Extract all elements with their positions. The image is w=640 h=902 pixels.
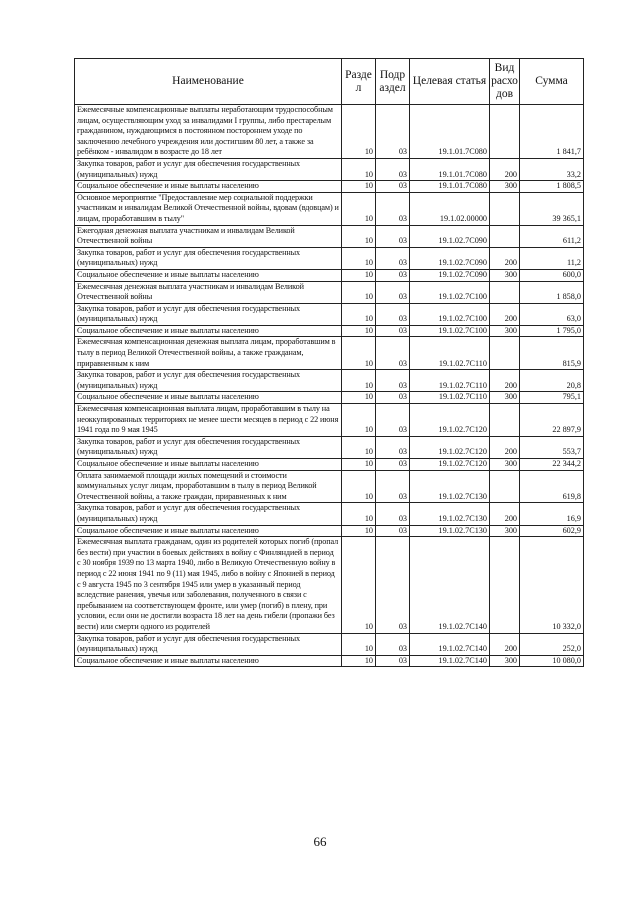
cell-name: Социальное обеспечение и иные выплаты населению xyxy=(75,655,342,667)
cell-subsection: 03 xyxy=(376,633,410,655)
cell-expense-type: 300 xyxy=(490,459,520,471)
cell-expense-type xyxy=(490,281,520,303)
cell-target: 19.1.02.7С090 xyxy=(410,225,490,247)
cell-subsection: 03 xyxy=(376,105,410,159)
cell-section: 10 xyxy=(342,181,376,193)
header-subsection: Подр аздел xyxy=(376,59,410,105)
table-row xyxy=(75,525,584,537)
cell-subsection: 03 xyxy=(376,303,410,325)
cell-subsection: 03 xyxy=(376,392,410,404)
cell-expense-type xyxy=(490,537,520,633)
page-number: 66 xyxy=(313,834,327,849)
cell-section: 10 xyxy=(342,503,376,525)
cell-name: Оплата занимаемой площади жилых помещений и стоимости коммунальных услуг лицам, проработавшим в тылу в период Великой Отечественной войны, а также граждан, приравненных к ним xyxy=(75,470,342,503)
cell-expense-type: 300 xyxy=(490,325,520,337)
table-row xyxy=(75,181,584,193)
cell-target: 19.1.02.7С140 xyxy=(410,537,490,633)
cell-section: 10 xyxy=(342,337,376,370)
cell-target: 19.1.01.7С080 xyxy=(410,181,490,193)
table-row xyxy=(75,303,584,325)
cell-section: 10 xyxy=(342,158,376,180)
cell-section: 10 xyxy=(342,370,376,392)
cell-amount: 10 332,0 xyxy=(520,537,584,633)
cell-subsection: 03 xyxy=(376,158,410,180)
cell-name: Закупка товаров, работ и услуг для обеспечения государственных (муниципальных) нужд xyxy=(75,503,342,525)
cell-expense-type: 300 xyxy=(490,655,520,667)
table-row xyxy=(75,459,584,471)
cell-amount: 33,2 xyxy=(520,158,584,180)
table-row xyxy=(75,337,584,370)
cell-name: Ежемесячная компенсационная денежная выплата лицам, проработавшим в тылу в период Великой Отечественной войны, а также гражданам, приравненным к ним xyxy=(75,337,342,370)
header-target: Целевая статья xyxy=(410,59,490,105)
cell-section: 10 xyxy=(342,281,376,303)
header-section: Разде л xyxy=(342,59,376,105)
table-row xyxy=(75,192,584,225)
cell-subsection: 03 xyxy=(376,436,410,458)
cell-section: 10 xyxy=(342,303,376,325)
cell-name: Закупка товаров, работ и услуг для обеспечения государственных (муниципальных) нужд xyxy=(75,633,342,655)
cell-subsection: 03 xyxy=(376,325,410,337)
cell-name: Закупка товаров, работ и услуг для обеспечения государственных (муниципальных) нужд xyxy=(75,370,342,392)
cell-target: 19.1.02.7С140 xyxy=(410,655,490,667)
table-body xyxy=(75,105,584,667)
cell-amount: 20,8 xyxy=(520,370,584,392)
header-amount: Сумма xyxy=(520,59,584,105)
cell-section: 10 xyxy=(342,537,376,633)
cell-name: Закупка товаров, работ и услуг для обеспечения государственных (муниципальных) нужд xyxy=(75,303,342,325)
cell-subsection: 03 xyxy=(376,537,410,633)
cell-target: 19.1.02.7С100 xyxy=(410,325,490,337)
cell-expense-type: 300 xyxy=(490,392,520,404)
cell-name: Закупка товаров, работ и услуг для обеспечения государственных (муниципальных) нужд xyxy=(75,436,342,458)
cell-section: 10 xyxy=(342,325,376,337)
table-row xyxy=(75,503,584,525)
table-row xyxy=(75,537,584,633)
cell-name: Ежемесячная компенсационная выплата лицам, проработавшим в тылу на неоккупированных территориях не менее шести месяцев в период с 22 июня 1941 года по 9 мая 1945 xyxy=(75,404,342,437)
cell-amount: 16,9 xyxy=(520,503,584,525)
cell-section: 10 xyxy=(342,105,376,159)
table-header-row xyxy=(75,59,584,105)
cell-expense-type xyxy=(490,470,520,503)
cell-expense-type: 200 xyxy=(490,247,520,269)
cell-name: Ежегодная денежная выплата участникам и инвалидам Великой Отечественной войны xyxy=(75,225,342,247)
cell-name: Социальное обеспечение и иные выплаты населению xyxy=(75,525,342,537)
header-expense-type: Вид расхо дов xyxy=(490,59,520,105)
cell-target: 19.1.01.7С080 xyxy=(410,158,490,180)
cell-name: Закупка товаров, работ и услуг для обеспечения государственных (муниципальных) нужд xyxy=(75,247,342,269)
cell-expense-type xyxy=(490,225,520,247)
cell-subsection: 03 xyxy=(376,370,410,392)
table-row xyxy=(75,370,584,392)
cell-subsection: 03 xyxy=(376,192,410,225)
cell-target: 19.1.01.7С080 xyxy=(410,105,490,159)
cell-name: Закупка товаров, работ и услуг для обеспечения государственных (муниципальных) нужд xyxy=(75,158,342,180)
table-row xyxy=(75,281,584,303)
cell-amount: 63,0 xyxy=(520,303,584,325)
cell-amount: 1 858,0 xyxy=(520,281,584,303)
cell-name: Основное мероприятие "Предоставление мер социальной поддержки участникам и инвалидам Великой Отечественной войны, вдовам (вдовцам) и лицам, проработавшим в тылу" xyxy=(75,192,342,225)
cell-expense-type xyxy=(490,404,520,437)
cell-subsection: 03 xyxy=(376,655,410,667)
table-row xyxy=(75,436,584,458)
cell-subsection: 03 xyxy=(376,404,410,437)
cell-amount: 795,1 xyxy=(520,392,584,404)
cell-amount: 22 897,9 xyxy=(520,404,584,437)
cell-amount: 815,9 xyxy=(520,337,584,370)
cell-amount: 39 365,1 xyxy=(520,192,584,225)
header-name: Наименование xyxy=(75,59,342,105)
cell-name: Ежемесячные компенсационные выплаты неработающим трудоспособным лицам, осуществляющим уход за инвалидами I группы, либо престарелым гражданином, нуждающимся в постоянном постороннем уходе по заключению лечебного учреждения или достигшим 80 лет, а также за ребёнком - инвалидом в возрасте до 18 лет xyxy=(75,105,342,159)
cell-target: 19.1.02.7С120 xyxy=(410,404,490,437)
cell-name: Социальное обеспечение и иные выплаты населению xyxy=(75,269,342,281)
cell-subsection: 03 xyxy=(376,503,410,525)
table-row xyxy=(75,105,584,159)
cell-expense-type: 300 xyxy=(490,525,520,537)
cell-expense-type: 300 xyxy=(490,181,520,193)
cell-subsection: 03 xyxy=(376,525,410,537)
cell-expense-type xyxy=(490,337,520,370)
cell-target: 19.1.02.00000 xyxy=(410,192,490,225)
table-row xyxy=(75,158,584,180)
cell-expense-type: 200 xyxy=(490,158,520,180)
table-row xyxy=(75,225,584,247)
cell-section: 10 xyxy=(342,655,376,667)
cell-amount: 553,7 xyxy=(520,436,584,458)
cell-subsection: 03 xyxy=(376,337,410,370)
cell-amount: 602,9 xyxy=(520,525,584,537)
cell-target: 19.1.02.7С100 xyxy=(410,303,490,325)
cell-section: 10 xyxy=(342,192,376,225)
cell-target: 19.1.02.7С130 xyxy=(410,470,490,503)
cell-section: 10 xyxy=(342,459,376,471)
cell-name: Ежемесячная денежная выплата участникам и инвалидам Великой Отечественной войны xyxy=(75,281,342,303)
cell-amount: 611,2 xyxy=(520,225,584,247)
cell-target: 19.1.02.7С120 xyxy=(410,459,490,471)
cell-target: 19.1.02.7С120 xyxy=(410,436,490,458)
table-row xyxy=(75,247,584,269)
cell-target: 19.1.02.7С140 xyxy=(410,633,490,655)
cell-section: 10 xyxy=(342,633,376,655)
cell-expense-type: 200 xyxy=(490,436,520,458)
cell-expense-type: 300 xyxy=(490,269,520,281)
cell-expense-type: 200 xyxy=(490,303,520,325)
cell-target: 19.1.02.7С090 xyxy=(410,247,490,269)
budget-table xyxy=(74,58,584,667)
table-row xyxy=(75,633,584,655)
cell-section: 10 xyxy=(342,392,376,404)
cell-subsection: 03 xyxy=(376,247,410,269)
cell-target: 19.1.02.7С130 xyxy=(410,525,490,537)
cell-amount: 1 841,7 xyxy=(520,105,584,159)
cell-target: 19.1.02.7С110 xyxy=(410,370,490,392)
budget-table-container xyxy=(74,58,583,667)
cell-target: 19.1.02.7С130 xyxy=(410,503,490,525)
cell-amount: 1 795,0 xyxy=(520,325,584,337)
cell-name: Социальное обеспечение и иные выплаты населению xyxy=(75,181,342,193)
cell-section: 10 xyxy=(342,247,376,269)
cell-target: 19.1.02.7С100 xyxy=(410,281,490,303)
cell-expense-type: 200 xyxy=(490,633,520,655)
cell-section: 10 xyxy=(342,269,376,281)
cell-subsection: 03 xyxy=(376,225,410,247)
table-row xyxy=(75,269,584,281)
cell-amount: 252,0 xyxy=(520,633,584,655)
table-row xyxy=(75,404,584,437)
table-row xyxy=(75,325,584,337)
cell-subsection: 03 xyxy=(376,269,410,281)
cell-section: 10 xyxy=(342,436,376,458)
cell-section: 10 xyxy=(342,525,376,537)
cell-target: 19.1.02.7С110 xyxy=(410,337,490,370)
cell-expense-type: 200 xyxy=(490,370,520,392)
table-row xyxy=(75,392,584,404)
cell-name: Социальное обеспечение и иные выплаты населению xyxy=(75,392,342,404)
cell-amount: 619,8 xyxy=(520,470,584,503)
table-row xyxy=(75,655,584,667)
cell-subsection: 03 xyxy=(376,281,410,303)
cell-expense-type: 200 xyxy=(490,503,520,525)
cell-amount: 22 344,2 xyxy=(520,459,584,471)
cell-name: Ежемесячная выплата гражданам, один из родителей которых погиб (пропал без вести) при участии в боевых действиях в войну с Финляндией в период с 30 ноября 1939 по 13 марта 1940, либо в Великую Отечественную войну в период с 22 июня 1941 по 9 (11) мая 1945, либо в войну с Японией в период с 9 августа 1945 по 3 сентября 1945 или умер в указанный период вследствие ранения, увечья или заболевания, полученного в связи с пребыванием на соответствующем фронте, или умер (погиб) в плену, при условии, если они не достигли возраста 18 лет на день гибели (пропажи без вести) или смерти одного из родителей xyxy=(75,537,342,633)
cell-amount: 600,0 xyxy=(520,269,584,281)
cell-name: Социальное обеспечение и иные выплаты населению xyxy=(75,325,342,337)
cell-amount: 11,2 xyxy=(520,247,584,269)
cell-subsection: 03 xyxy=(376,459,410,471)
cell-target: 19.1.02.7С090 xyxy=(410,269,490,281)
cell-subsection: 03 xyxy=(376,181,410,193)
cell-amount: 1 808,5 xyxy=(520,181,584,193)
cell-section: 10 xyxy=(342,404,376,437)
cell-section: 10 xyxy=(342,470,376,503)
cell-expense-type xyxy=(490,105,520,159)
cell-name: Социальное обеспечение и иные выплаты населению xyxy=(75,459,342,471)
cell-section: 10 xyxy=(342,225,376,247)
cell-expense-type xyxy=(490,192,520,225)
cell-target: 19.1.02.7С110 xyxy=(410,392,490,404)
table-row xyxy=(75,470,584,503)
cell-amount: 10 080,0 xyxy=(520,655,584,667)
cell-subsection: 03 xyxy=(376,470,410,503)
